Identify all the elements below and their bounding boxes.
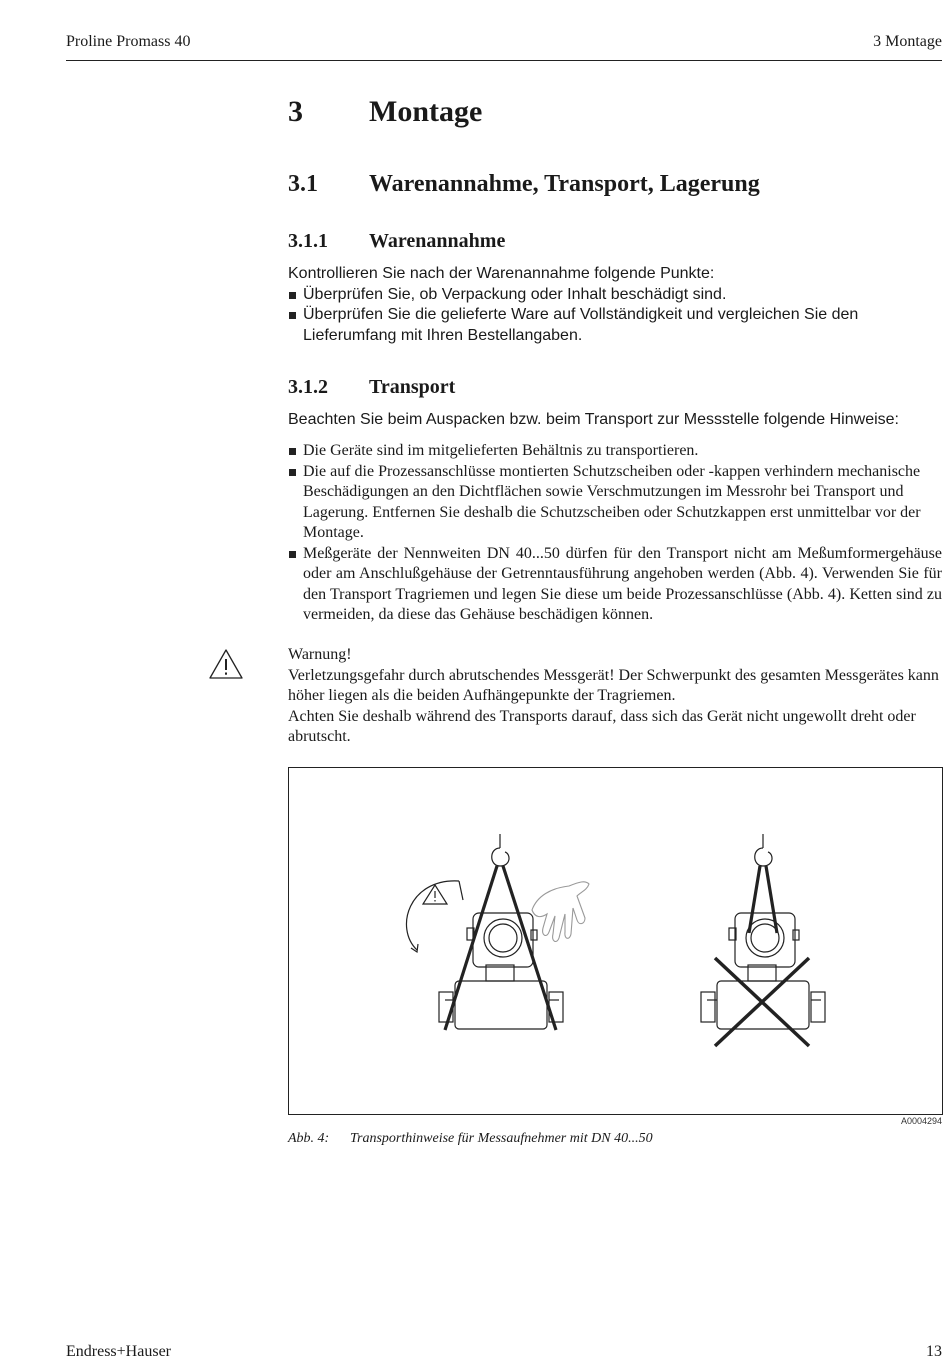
incorrect-lifting-drawing (701, 834, 825, 1046)
list-item: Überprüfen Sie, ob Verpackung oder Inhalt beschädigt sind. (288, 285, 942, 306)
list-item: Überprüfen Sie die gelieferte Ware auf Vollständigkeit und vergleichen Sie den Lieferumfang mit Ihren Bestellangaben. (288, 305, 942, 346)
list-item: Die Geräte sind im mitgelieferten Behältnis zu transportieren. (288, 441, 942, 462)
chapter-title: Montage (369, 95, 483, 128)
transport-list (288, 441, 942, 626)
warenannahme-body (288, 264, 942, 346)
subsection-heading-warenannahme (288, 228, 505, 254)
subsection-title: Transport (369, 376, 456, 398)
section-heading (288, 169, 760, 199)
warning-text-2: Achten Sie deshalb während des Transports darauf, dass sich das Gerät nicht ungewollt dreht oder abrutscht. (288, 707, 916, 745)
transport-body (288, 441, 942, 626)
list-item: Meßgeräte der Nennweiten DN 40...50 dürfen für den Transport nicht am Meßumformergehäuse oder am Anschlußgehäuse der Getrenntausführung angehoben werden (Abb. 4). Verwenden Sie für den Transport Tragriemen und legen Sie diese um beide Prozessanschlüsse (Abb. 4). Ketten sind zu vermeiden, da diese das Gehäuse beschädigen können. (288, 544, 942, 626)
warenannahme-intro: Kontrollieren Sie nach der Warenannahme folgende Punkte: (288, 265, 715, 282)
subsection-number: 3.1.1 (288, 230, 328, 252)
footer-company: Endress+Hauser (66, 1343, 171, 1360)
bullet-icon (289, 292, 296, 299)
warning-title: Warnung! (288, 646, 352, 663)
subsection-number: 3.1.2 (288, 376, 328, 398)
warning-block (288, 645, 942, 748)
figure-caption (288, 1130, 653, 1148)
bullet-icon (289, 551, 296, 558)
bullet-icon (289, 312, 296, 319)
subsection-heading-transport (288, 374, 455, 400)
section-number: 3.1 (288, 171, 318, 197)
bullet-icon (289, 469, 296, 476)
bullet-icon (289, 448, 296, 455)
chapter-heading (288, 94, 482, 130)
transport-figure (288, 767, 943, 1115)
list-item: Die auf die Prozessanschlüsse montierten Schutzscheiben oder -kappen verhindern mechanische Beschädigungen an den Dichtflächen sowie Verschmutzungen im Messrohr bei Transport und Lagerung. Entfernen Sie deshalb die Schutzscheiben oder Schutzkappen erst unmittelbar vor der Montage. (288, 462, 942, 544)
header-rule (66, 60, 942, 61)
transport-intro: Beachten Sie beim Auspacken bzw. beim Transport zur Messstelle folgende Hinweise: (288, 411, 899, 428)
correct-lifting-drawing (406, 834, 589, 1030)
warning-triangle-icon (208, 648, 244, 680)
chapter-number: 3 (288, 95, 303, 128)
caption-label: Abb. 4: (288, 1131, 330, 1146)
warenannahme-list (288, 285, 942, 347)
transport-illustration (289, 768, 942, 1114)
subsection-title: Warenannahme (369, 230, 506, 252)
caption-text: Transporthinweise für Messaufnehmer mit DN 40...50 (350, 1131, 653, 1146)
section-title: Warenannahme, Transport, Lagerung (369, 171, 760, 197)
warning-text-1: Verletzungsgefahr durch abrutschendes Messgerät! Der Schwerpunkt des gesamten Messgerätes kann höher liegen als die beiden Aufhängepunkte der Tragriemen. (288, 666, 939, 704)
header-chapter: 3 Montage (873, 33, 942, 50)
page-number: 13 (926, 1343, 942, 1360)
figure-id: A0004294 (900, 1116, 942, 1126)
header-product-name: Proline Promass 40 (66, 33, 191, 50)
